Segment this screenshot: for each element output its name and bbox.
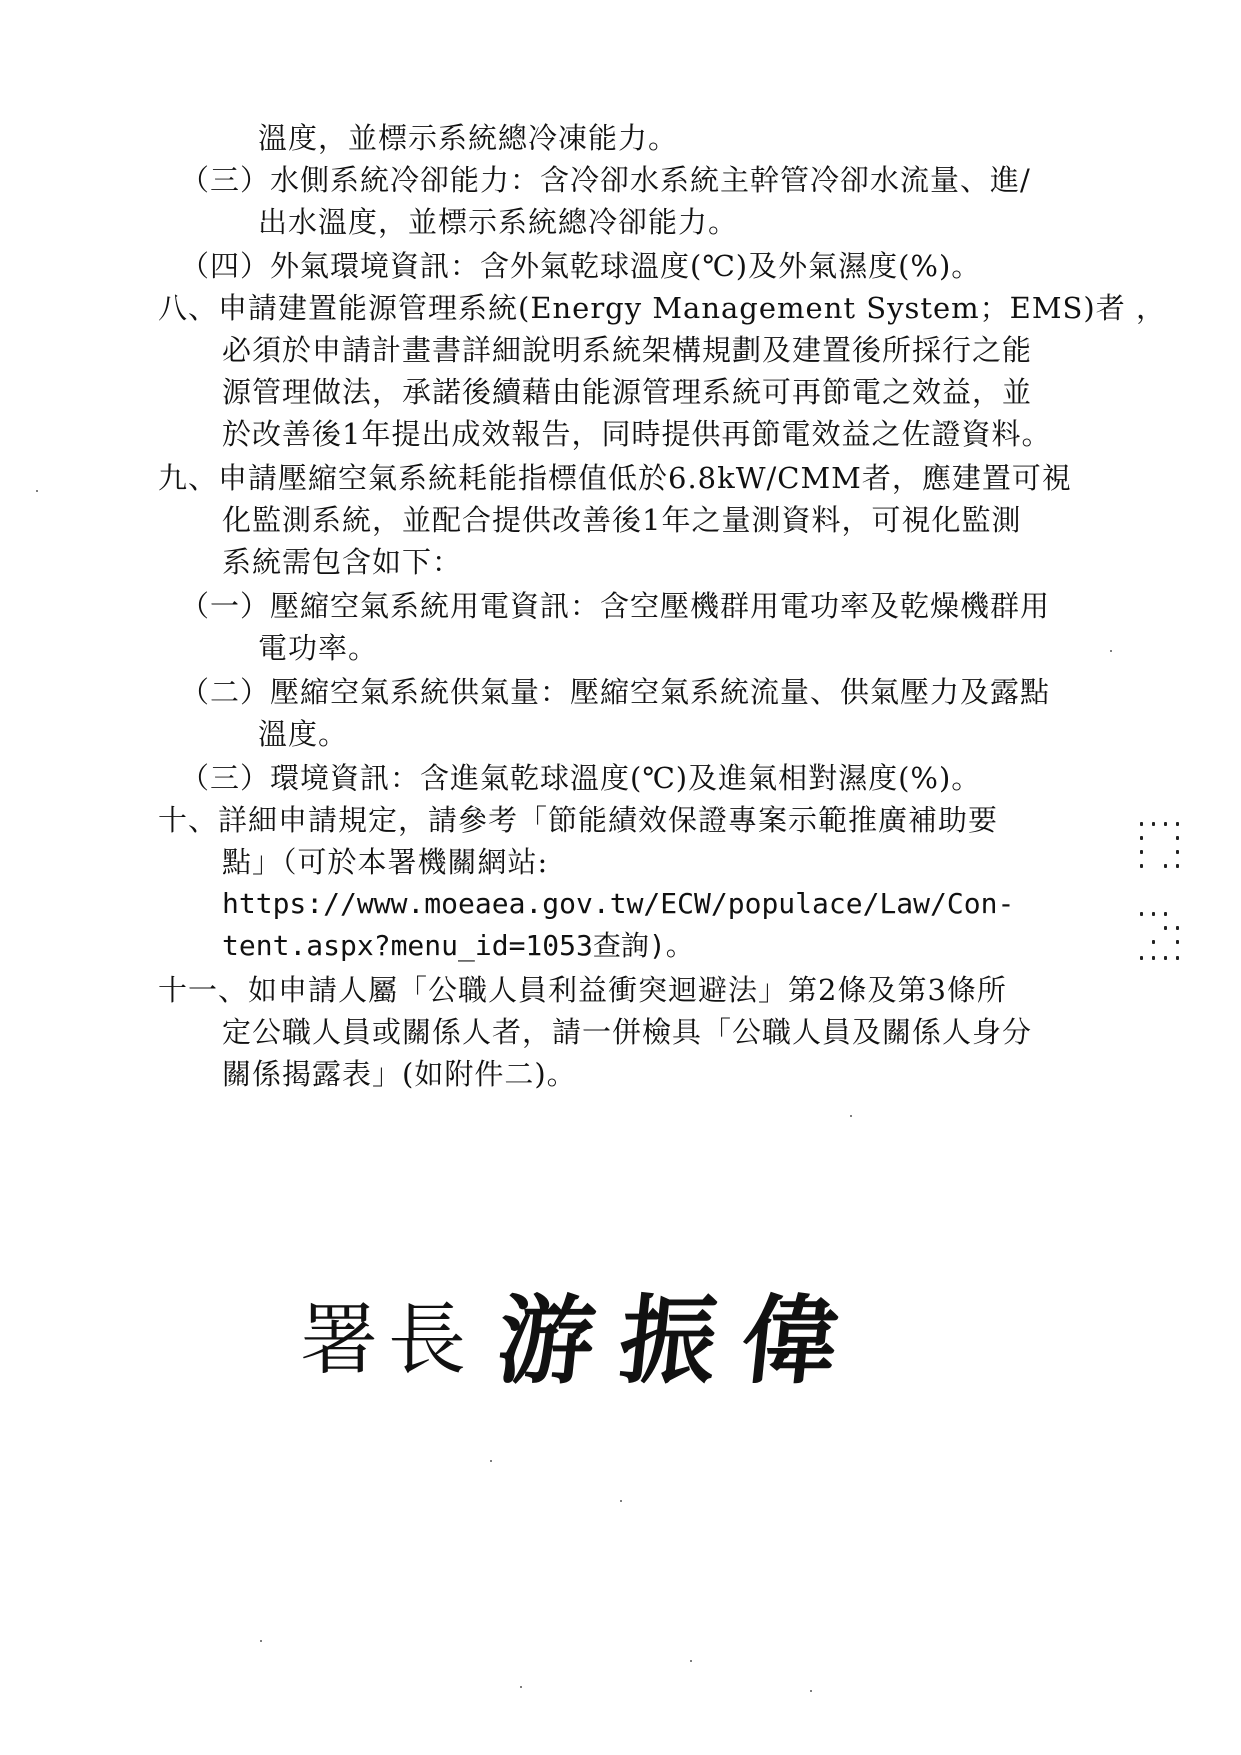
text-line-1: 溫度，並標示系統總冷凍能力。: [258, 121, 679, 155]
text-line-17: 十、詳細申請規定，請參考「節能績效保證專案示範推廣補助要: [158, 803, 999, 837]
text-line-12: （一）壓縮空氣系統用電資訊：含空壓機群用電功率及乾燥機群用: [180, 589, 1051, 623]
text-line-8: 於改善後1年提出成效報告，同時提供再節電效益之佐證資料。: [222, 417, 1052, 451]
text-line-14: （二）壓縮空氣系統供氣量：壓縮空氣系統流量、供氣壓力及露點: [180, 675, 1051, 709]
text-line-16: （三）環境資訊：含進氣乾球溫度(℃)及進氣相對濕度(%)。: [180, 761, 982, 795]
text-line-5: 八、申請建置能源管理系統(Energy Management System；EMS)者 ，: [158, 291, 1166, 325]
url-line-2: tent.aspx?menu_id=1053查詢)。: [222, 929, 694, 962]
text-line-21: 十一、如申請人屬「公職人員利益衝突迴避法」第2條及第3條所: [158, 973, 1007, 1007]
text-line-3: 出水溫度，並標示系統總冷卻能力。: [258, 205, 739, 239]
text-line-13: 電功率。: [258, 631, 379, 665]
text-line-2: （三）水側系統冷卻能力：含冷卻水系統主幹管冷卻水流量、進/: [180, 163, 1031, 197]
url-line-1: https://www.moeaea.gov.tw/ECW/populace/Law/Con-: [222, 887, 1015, 920]
signature-title: 署長: [300, 1295, 477, 1386]
text-line-15: 溫度。: [258, 717, 349, 751]
signature-block: [300, 1265, 871, 1402]
text-line-18: 點」（可於本署機關網站:: [222, 845, 549, 879]
text-line-9: 九、申請壓縮空氣系統耗能指標值低於6.8kW/CMM者，應建置可視: [158, 461, 1072, 495]
text-line-11: 系統需包含如下：: [222, 545, 463, 579]
text-line-4: （四）外氣環境資訊：含外氣乾球溫度(℃)及外氣濕度(%)。: [180, 249, 982, 283]
text-line-10: 化監測系統，並配合提供改善後1年之量測資料，可視化監測: [222, 503, 1022, 537]
signature-name: 游振偉: [492, 1284, 871, 1397]
text-line-7: 源管理做法，承諾後續藉由能源管理系統可再節電之效益，並: [222, 375, 1033, 409]
text-line-23: 關係揭露表」(如附件二)。: [222, 1057, 577, 1091]
text-line-22: 定公職人員或關係人者，請一併檢具「公職人員及關係人身分: [222, 1015, 1033, 1049]
text-line-6: 必須於申請計畫書詳細說明系統架構規劃及建置後所採行之能: [222, 333, 1033, 367]
